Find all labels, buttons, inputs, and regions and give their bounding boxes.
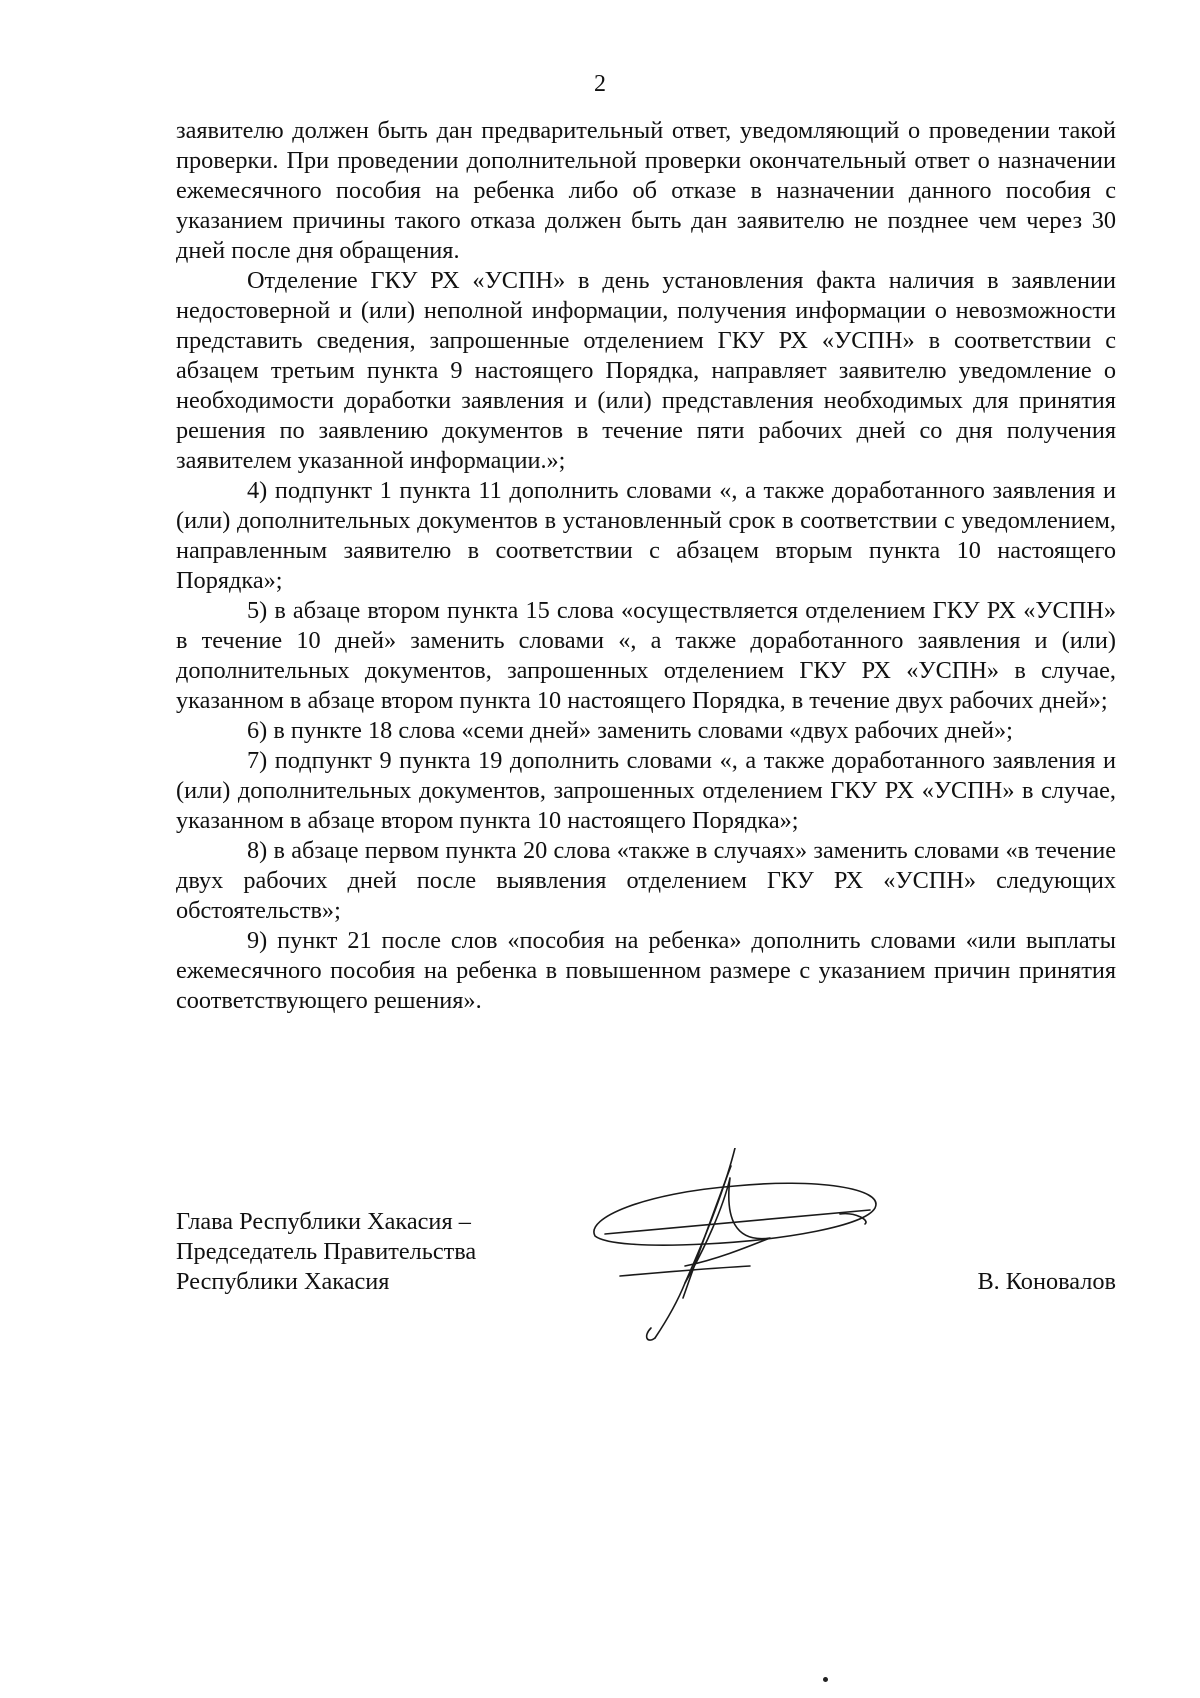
signatory-title-line-3: Республики Хакасия [176, 1268, 390, 1295]
paragraph-item-4: 4) подпункт 1 пункта 11 дополнить словами «, а также доработанного заявления и (или) дополнительных документов в установленный срок в соответствии с уведомлением, направленным заявителю в соответствии с абзацем вторым пункта 10 настоящего Порядка»; [176, 477, 1116, 594]
handwritten-signature-icon [585, 1148, 905, 1348]
paragraph-item-6: 6) в пункте 18 слова «семи дней» заменить словами «двух рабочих дней»; [247, 717, 1013, 744]
document-body [176, 116, 1116, 1016]
signatory-name: В. Коновалов [977, 1268, 1116, 1295]
signatory-title-line-1: Глава Республики Хакасия – [176, 1208, 471, 1235]
paragraph-2: Отделение ГКУ РХ «УСПН» в день установления факта наличия в заявлении недостоверной и (или) неполной информации, получения информации о невозможности представить сведения, запрошенные отделением ГКУ РХ «УСПН» в соответствии с абзацем третьим пункта 9 настоящего Порядка, направляет заявителю уведомление о необходимости доработки заявления и (или) представления необходимых для принятия решения по заявлению документов в течение пяти рабочих дней со дня получения заявителем указанной информации.»; [176, 267, 1116, 474]
paragraph-1: заявителю должен быть дан предварительный ответ, уведомляющий о проведении такой проверки. При проведении дополнительной проверки окончательный ответ о назначении ежемесячного пособия на ребенка либо об отказе в назначении данного пособия с указанием причины такого отказа должен быть дан заявителю не позднее чем через 30 дней после дня обращения. [176, 117, 1116, 264]
page-number: 2 [594, 71, 606, 97]
signatory-title [176, 1207, 476, 1297]
paragraph-item-7: 7) подпункт 9 пункта 19 дополнить словами «, а также доработанного заявления и (или) дополнительных документов, запрошенных отделением ГКУ РХ «УСПН» в случае, указанном в абзаце втором пункта 10 настоящего Порядка»; [176, 747, 1116, 834]
paragraph-item-9: 9) пункт 21 после слов «пособия на ребенка» дополнить словами «или выплаты ежемесячного пособия на ребенка в повышенном размере с указанием причин принятия соответствующего решения». [176, 927, 1116, 1014]
paragraph-item-8: 8) в абзаце первом пункта 20 слова «также в случаях» заменить словами «в течение двух рабочих дней после выявления отделением ГКУ РХ «УСПН» следующих обстоятельств»; [176, 837, 1116, 924]
paragraph-item-5: 5) в абзаце втором пункта 15 слова «осуществляется отделением ГКУ РХ «УСПН» в течение 10 дней» заменить словами «, а также доработанного заявления и (или) дополнительных документов, запрошенных отделением ГКУ РХ «УСПН» в случае, указанном в абзаце втором пункта 10 настоящего Порядка, в течение двух рабочих дней»; [176, 597, 1116, 714]
signatory-title-line-2: Председатель Правительства [176, 1238, 477, 1265]
scan-speck [823, 1677, 828, 1682]
